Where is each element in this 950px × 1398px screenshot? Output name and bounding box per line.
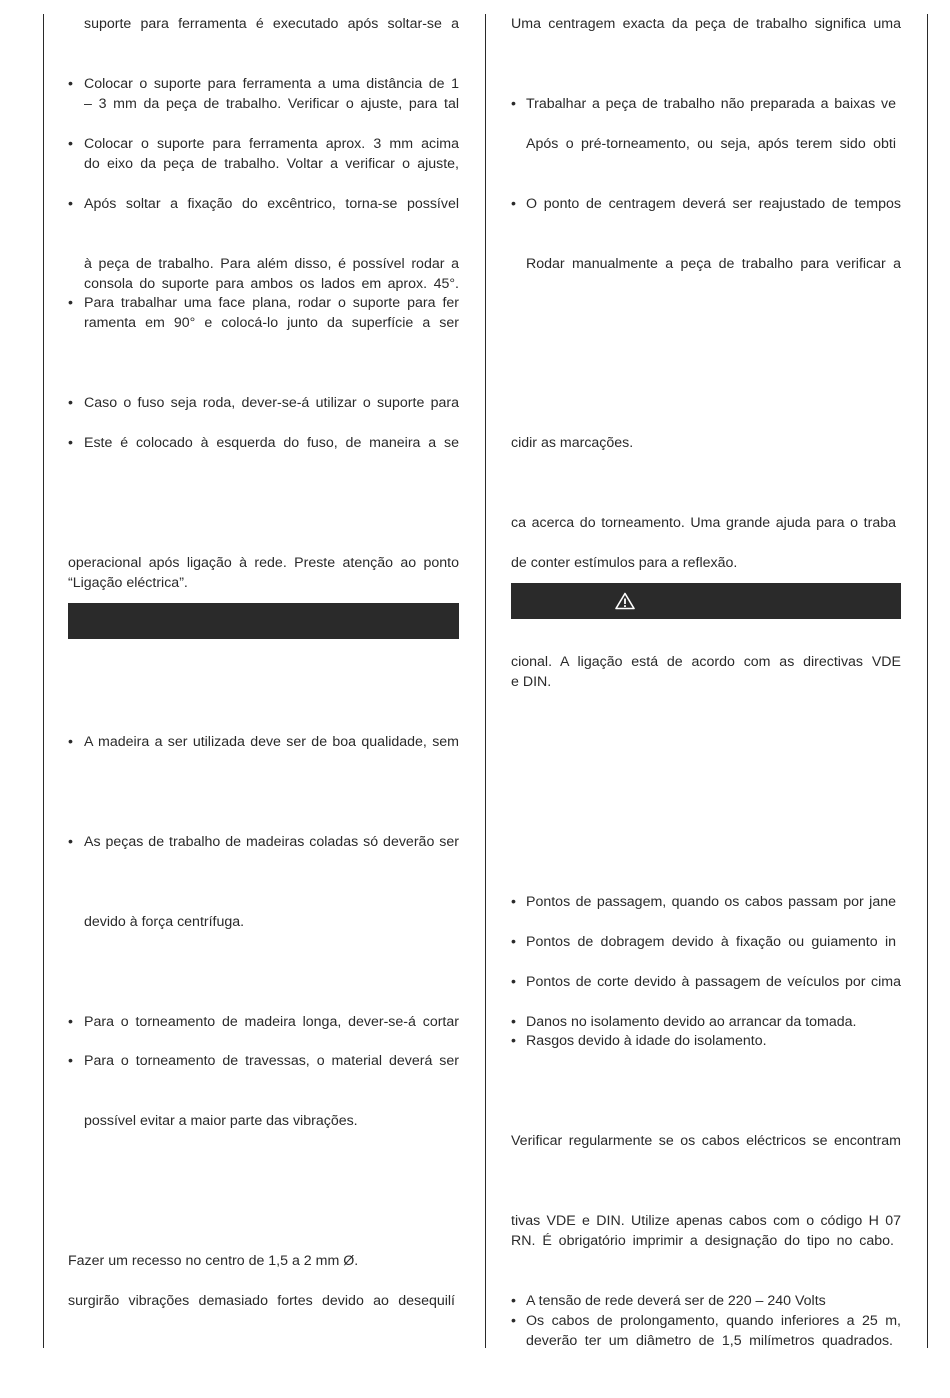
text-line: O ponto de centragem deverá ser reajustado de tempos: [526, 196, 901, 212]
text-line: Colocar o suporte para ferramenta a uma distância de 1: [84, 76, 459, 92]
text-line: “Ligação eléctrica”.: [68, 575, 188, 591]
bullet-marker: •: [68, 395, 73, 411]
bullet-marker: •: [68, 435, 73, 451]
text-line: Verificar regularmente se os cabos eléctricos se encontram: [511, 1133, 901, 1149]
text-line: ca acerca do torneamento. Uma grande ajuda para o traba: [511, 515, 896, 531]
text-line: à peça de trabalho. Para além disso, é possível rodar a: [84, 256, 459, 272]
bullet-marker: •: [68, 834, 73, 850]
text-line: Para o torneamento de madeira longa, dever-se-á cortar: [84, 1014, 459, 1030]
warning-heading-bar: [511, 583, 901, 619]
center-column-rule: [485, 14, 486, 1348]
text-line: operacional após ligação à rede. Preste atenção ao ponto: [68, 555, 459, 571]
text-line: possível evitar a maior parte das vibrações.: [84, 1113, 358, 1129]
bullet-marker: •: [68, 1014, 73, 1030]
text-line: Pontos de corte devido à passagem de veículos por cima: [526, 974, 901, 990]
text-line: surgirão vibrações demasiado fortes devido ao desequilí: [68, 1293, 455, 1309]
bullet-marker: •: [68, 136, 73, 152]
text-line: Rasgos devido à idade do isolamento.: [526, 1033, 767, 1049]
text-line: Uma centragem exacta da peça de trabalho significa uma: [511, 16, 901, 32]
text-line: Após soltar a fixação do excêntrico, torna-se possível: [84, 196, 459, 212]
text-line: cidir as marcações.: [511, 435, 634, 451]
right-margin-rule: [927, 14, 928, 1348]
text-line: Caso o fuso seja roda, dever-se-á utilizar o suporte para: [84, 395, 459, 411]
text-line: Este é colocado à esquerda do fuso, de maneira a se: [84, 435, 459, 451]
bullet-marker: •: [68, 1053, 73, 1069]
bullet-marker: •: [68, 196, 73, 212]
bullet-marker: •: [511, 1313, 516, 1329]
bullet-marker: •: [68, 76, 73, 92]
bullet-marker: •: [511, 974, 516, 990]
text-line: devido à força centrífuga.: [84, 914, 245, 930]
text-line: cional. A ligação está de acordo com as directivas VDE: [511, 654, 901, 670]
text-line: Danos no isolamento devido ao arrancar da tomada.: [526, 1014, 857, 1030]
text-line: Rodar manualmente a peça de trabalho para verificar a: [526, 256, 901, 272]
text-line: ramenta em 90° e colocá-lo junto da superfície a ser: [84, 315, 459, 331]
text-line: Para trabalhar uma face plana, rodar o suporte para fer: [84, 295, 459, 311]
warning-triangle-icon: [615, 592, 635, 610]
left-margin-rule: [43, 14, 44, 1348]
text-line: e DIN.: [511, 674, 552, 690]
text-line: Os cabos de prolongamento, quando inferiores a 25 m,: [526, 1313, 901, 1329]
text-line: Para o torneamento de travessas, o material deverá ser: [84, 1053, 459, 1069]
text-line: Fazer um recesso no centro de 1,5 a 2 mm Ø.: [68, 1253, 359, 1269]
text-line: de conter estímulos para a reflexão.: [511, 555, 738, 571]
bullet-marker: •: [511, 1014, 516, 1030]
section-heading-bar: [68, 603, 459, 639]
bullet-marker: •: [511, 1293, 516, 1309]
text-line: tivas VDE e DIN. Utilize apenas cabos com o código H 07: [511, 1213, 901, 1229]
bullet-marker: •: [68, 295, 73, 311]
text-line: A madeira a ser utilizada deve ser de boa qualidade, sem: [84, 734, 459, 750]
text-line: A tensão de rede deverá ser de 220 – 240 Volts: [526, 1293, 826, 1309]
text-line: – 3 mm da peça de trabalho. Verificar o ajuste, para tal: [84, 96, 459, 112]
text-line: consola do suporte para ambos os lados em aprox. 45°.: [84, 276, 459, 292]
text-line: Colocar o suporte para ferramenta aprox. 3 mm acima: [84, 136, 459, 152]
bullet-marker: •: [511, 934, 516, 950]
text-line: deverão ter um diâmetro de 1,5 milímetros quadrados.: [526, 1333, 893, 1349]
text-line: Pontos de passagem, quando os cabos passam por jane: [526, 894, 896, 910]
text-line: Trabalhar a peça de trabalho não preparada a baixas ve: [526, 96, 896, 112]
bullet-marker: •: [511, 196, 516, 212]
text-line: Após o pré-torneamento, ou seja, após terem sido obti: [526, 136, 896, 152]
text-line: suporte para ferramenta é executado após soltar-se a: [84, 16, 459, 32]
text-line: do eixo da peça de trabalho. Voltar a verificar o ajuste,: [84, 156, 459, 172]
bullet-marker: •: [511, 96, 516, 112]
bullet-marker: •: [511, 894, 516, 910]
text-line: RN. É obrigatório imprimir a designação do tipo no cabo.: [511, 1233, 894, 1249]
text-line: As peças de trabalho de madeiras coladas só deverão ser: [84, 834, 459, 850]
text-line: Pontos de dobragem devido à fixação ou guiamento in: [526, 934, 896, 950]
bullet-marker: •: [511, 1033, 516, 1049]
bullet-marker: •: [68, 734, 73, 750]
